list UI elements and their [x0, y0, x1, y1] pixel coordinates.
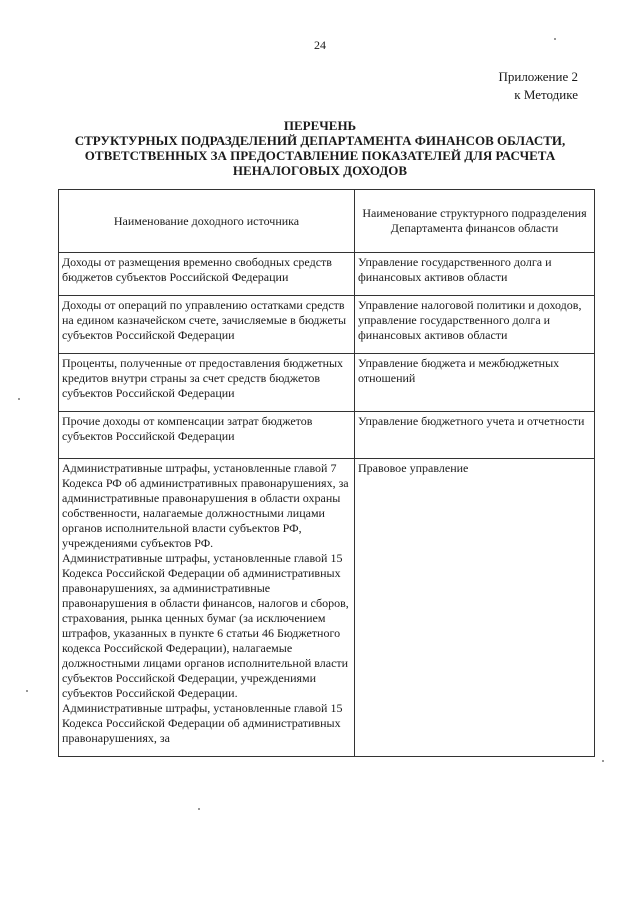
document-title — [40, 118, 600, 178]
scan-speck — [18, 398, 20, 400]
source-cell: Проценты, полученные от предоставления бюджетных кредитов внутри страны за счет средств бюджетов субъектов Российской Федерации — [59, 354, 355, 412]
table-header-row — [59, 190, 595, 253]
title-line-3: ОТВЕТСТВЕННЫХ ЗА ПРЕДОСТАВЛЕНИЕ ПОКАЗАТЕЛЕЙ ДЛЯ РАСЧЕТА — [84, 148, 556, 163]
appendix-note — [498, 68, 578, 104]
source-cell: Доходы от операций по управлению остатками средств на едином казначейском счете, зачисляемые в бюджеты субъектов Российской Федерации — [59, 296, 355, 354]
scan-speck — [554, 38, 556, 40]
division-cell: Управление налоговой политики и доходов, управление государственного долга и финансовых активов области — [355, 296, 595, 354]
division-cell: Правовое управление — [355, 459, 595, 757]
appendix-line-2: к Методике — [514, 87, 578, 102]
source-cell: Прочие доходы от компенсации затрат бюджетов субъектов Российской Федерации — [59, 412, 355, 459]
source-cell: Доходы от размещения временно свободных средств бюджетов субъектов Российской Федерации — [59, 253, 355, 296]
division-cell: Управление бюджета и межбюджетных отношений — [355, 354, 595, 412]
division-cell: Управление государственного долга и финансовых активов области — [355, 253, 595, 296]
header-division: Наименование структурного подразделения Департамента финансов области — [355, 190, 595, 253]
title-line-4: НЕНАЛОГОВЫХ ДОХОДОВ — [232, 163, 408, 178]
table-row — [59, 412, 595, 459]
scan-speck — [26, 690, 28, 692]
source-paragraph: Административные штрафы, установленные главой 15 Кодекса Российской Федерации об административных правонарушениях, за — [62, 701, 343, 745]
source-paragraph: Административные штрафы, установленные главой 7 Кодекса РФ об административных правонарушениях, за административные правонарушения в области охраны собственности, налагаемые должностными лицами органов исполнительной власти субъектов РФ, учреждениями субъектов РФ. — [62, 461, 349, 550]
source-cell — [59, 459, 355, 757]
source-paragraph: Административные штрафы, установленные главой 15 Кодекса Российской Федерации об административных правонарушениях, за административные правонарушения в области финансов, налогов и сборов, страхования, рынка ценных бумаг (за исключением штрафов, указанных в пункте 6 статьи 46 Бюджетного кодекса Российской Федерации), налагаемые должностными лицами органов исполнительной власти субъектов Российской Федерации, учреждениями субъектов Российской Федерации. — [62, 551, 349, 700]
page-number: 24 — [314, 38, 326, 52]
table-row — [59, 459, 595, 757]
table-row — [59, 296, 595, 354]
scan-speck — [602, 760, 604, 762]
table-row — [59, 354, 595, 412]
income-sources-table — [58, 189, 595, 757]
appendix-line-1: Приложение 2 — [498, 69, 578, 84]
scan-speck — [198, 808, 200, 810]
table-row — [59, 253, 595, 296]
division-cell: Управление бюджетного учета и отчетности — [355, 412, 595, 459]
header-source: Наименование доходного источника — [59, 190, 355, 253]
title-line-1: ПЕРЕЧЕНЬ — [283, 118, 357, 133]
title-line-2: СТРУКТУРНЫХ ПОДРАЗДЕЛЕНИЙ ДЕПАРТАМЕНТА ФИНАНСОВ ОБЛАСТИ, — [74, 133, 566, 148]
